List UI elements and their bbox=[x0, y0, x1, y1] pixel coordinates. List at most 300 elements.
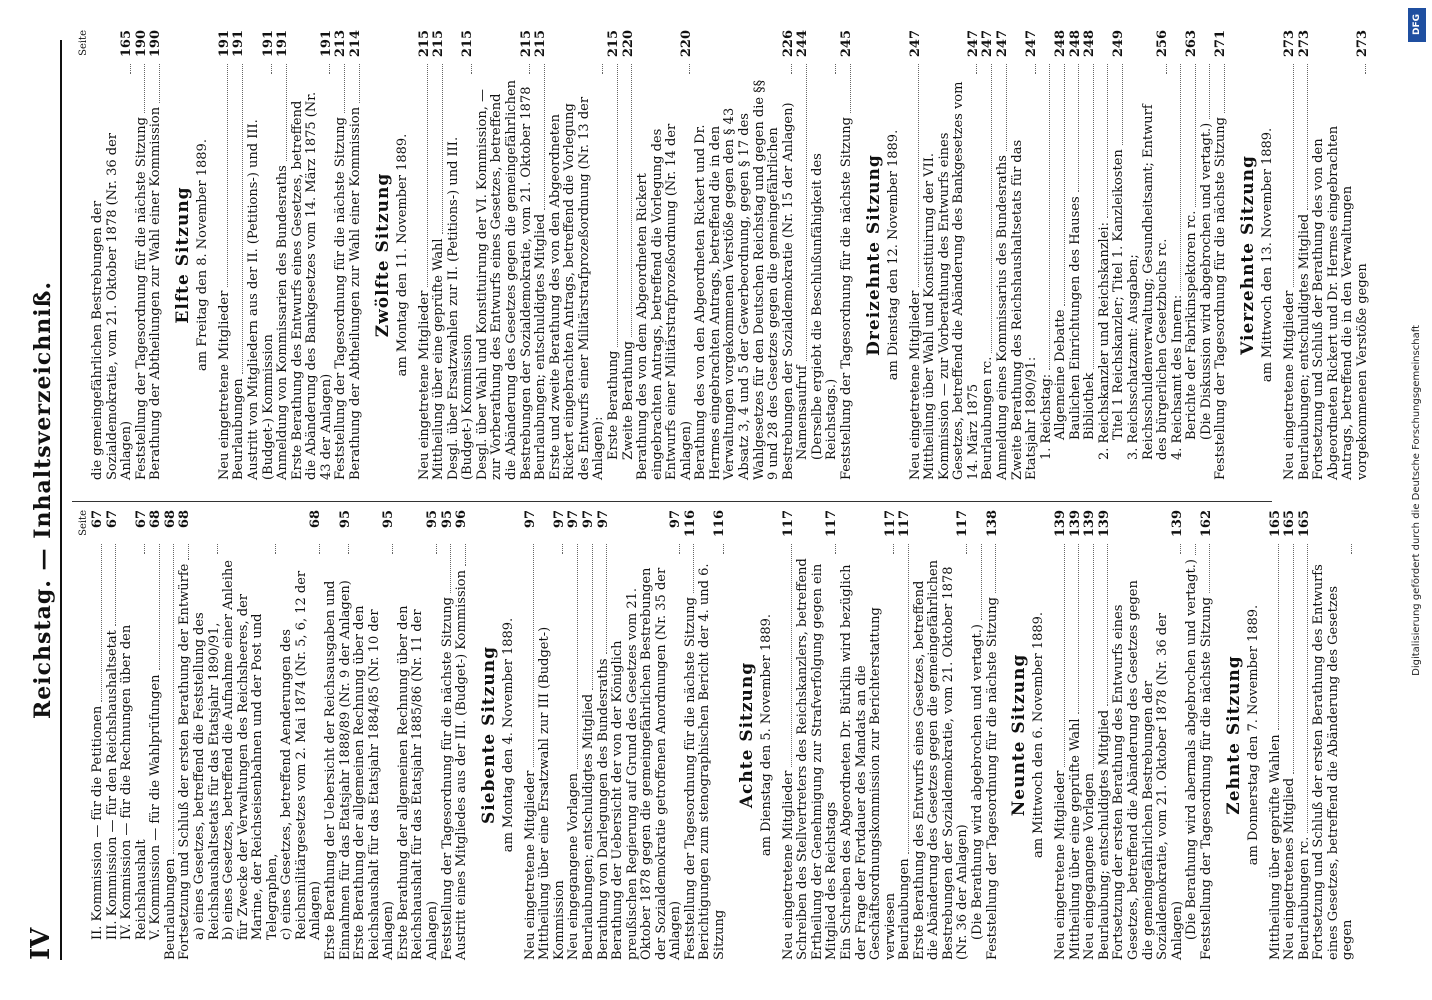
index-entry bbox=[441, 510, 456, 960]
entry-text: Berathung von Darlegungen des Bundesraths bbox=[595, 658, 611, 960]
entry-text: Beurlaubungen bbox=[231, 378, 247, 480]
index-entry bbox=[432, 30, 447, 480]
session-date: am Freitag den 8. November 1889. bbox=[194, 139, 210, 371]
page-ref: 190 bbox=[133, 30, 149, 58]
page-ref: 249 bbox=[1111, 30, 1127, 58]
leader-dots bbox=[1180, 544, 1181, 554]
index-entry bbox=[1112, 30, 1127, 480]
page-ref: 139 bbox=[1169, 510, 1185, 538]
index-entry bbox=[782, 510, 797, 960]
entry-text: Beurlaubungen rc. bbox=[1296, 836, 1312, 960]
entry-text: Beurlaubungen; entschuldigtes Mitglied bbox=[580, 693, 596, 960]
entry-text: Neu eingetretene Mitglieder bbox=[1282, 290, 1298, 480]
page-ref: 165 bbox=[119, 30, 135, 58]
leader-dots bbox=[693, 544, 694, 593]
entry-text: Fortsetzung der ersten Berathung des Entwurfs eines Gesetzes, betreffend die Abänderung des Gesetzes gegen die gemeingefährlichen Bestrebungen der Sozialdemokratie, vom 21. Oktober 1878 (Nr. 36 der Anlagen) bbox=[1111, 580, 1185, 960]
index-entry bbox=[447, 30, 476, 480]
page-ref: 68 bbox=[308, 510, 324, 529]
page-ref: 215 bbox=[416, 30, 432, 58]
index-entry bbox=[334, 30, 349, 480]
leader-dots bbox=[242, 64, 243, 374]
entry-text: 4. Reichsamt des Innern: bbox=[1169, 294, 1185, 460]
index-entry bbox=[796, 510, 840, 960]
page-ref: 67 bbox=[90, 510, 105, 529]
index-entry bbox=[694, 30, 796, 480]
page-ref: 273 bbox=[1282, 30, 1298, 58]
page-ref: 191 bbox=[275, 30, 291, 58]
page-ref: 139 bbox=[1067, 510, 1083, 538]
leader-dots bbox=[1064, 64, 1065, 306]
page-ref: 247 bbox=[980, 30, 996, 58]
index-entry bbox=[247, 30, 276, 480]
page-ref: 215 bbox=[605, 30, 621, 58]
index-entry bbox=[1214, 30, 1229, 480]
index-entry bbox=[232, 30, 247, 480]
leader-dots bbox=[1078, 544, 1079, 714]
page-ref: 95 bbox=[381, 510, 397, 529]
leader-dots bbox=[1307, 64, 1308, 210]
entry-text: Mittheilung über Wahl und Konstituirung der VII. Kommission — zur Vorberathung des Entwurfs eines Gesetzes, betreffend die Abänderung des Bankgesetzes vom 14. März 1875 bbox=[922, 81, 981, 480]
entry-text: Feststellung der Tagesordnung für die nächste Sitzung bbox=[838, 117, 854, 480]
index-entry bbox=[913, 510, 971, 960]
index-entry bbox=[106, 510, 121, 960]
index-entry bbox=[1283, 510, 1298, 960]
index-entry bbox=[1298, 30, 1313, 480]
entry-text: Berathung der Uebersicht der von der Königlich preußischen Regierung auf Grund des Gesetzes vom 21. Oktober 1878 gegen die gemeingefährlichen Bestrebungen der Sozialdemokratie getroffenen Anordnungen (Nr. 35 der Anlagen) bbox=[610, 567, 684, 960]
entry-text: Zweite Berathung des Reichshaushaltsetats für das Etatsjahr 1890/91: bbox=[1009, 139, 1040, 480]
digitization-banner bbox=[1406, 8, 1426, 992]
page-ref: 215 bbox=[533, 30, 549, 58]
leader-dots bbox=[918, 64, 919, 287]
entry-text: Neu eingetretene Mitglieder bbox=[216, 290, 232, 480]
entry-text: Neu eingegangene Vorlagen bbox=[1082, 772, 1098, 960]
leader-dots bbox=[991, 64, 992, 353]
entry-text: Feststellung der Tagesordnung für die nächste Sitzung bbox=[133, 117, 149, 480]
page-ref: 97 bbox=[551, 510, 567, 529]
leader-dots bbox=[1064, 544, 1065, 767]
index-entry bbox=[1298, 510, 1313, 960]
leader-dots bbox=[271, 64, 272, 74]
index-entry bbox=[149, 510, 164, 960]
index-entry bbox=[607, 30, 622, 480]
leader-dots bbox=[544, 64, 545, 210]
index-entry bbox=[1098, 30, 1113, 480]
index-entry bbox=[349, 30, 364, 480]
page-ref: 97 bbox=[668, 510, 684, 529]
index-entry bbox=[324, 510, 353, 960]
leader-dots bbox=[1278, 544, 1279, 730]
entry-text: Erste Berathung der allgemeinen Rechnung über den Reichshaushalt für das Etatsjahr 1884/85 (Nr. 10 der Anlagen) bbox=[352, 605, 397, 960]
page-ref: 273 bbox=[1354, 30, 1370, 58]
session-heading: Siebente Sitzung bbox=[478, 645, 499, 825]
page-ref: 273 bbox=[1296, 30, 1312, 58]
index-entry bbox=[91, 30, 135, 480]
entry-text: Feststellung der Tagesordnung für die nächste Sitzung bbox=[439, 597, 455, 960]
entry-text: Berathung der Abtheilungen zur Wahl einer Kommission bbox=[347, 106, 363, 480]
page-ref: 95 bbox=[337, 510, 353, 529]
entry-text: Feststellung der Tagesordnung für die nächste Sitzung bbox=[1213, 117, 1229, 480]
dfg-logo bbox=[1408, 8, 1426, 42]
entry-text: Feststellung der Tagesordnung für die nächste Sitzung bbox=[333, 117, 349, 480]
index-entry bbox=[923, 30, 981, 480]
index-entry bbox=[280, 510, 324, 960]
page-number: IV bbox=[26, 927, 56, 960]
page-ref: 139 bbox=[1096, 510, 1112, 538]
page-ref: 116 bbox=[682, 510, 698, 538]
entry-text: Erste Berathung der Uebersicht der Reichsausgaben und Einnahmen für das Etatsjahr 1888/89 (Nr. 9 der Anlagen) bbox=[323, 580, 353, 960]
leader-dots bbox=[533, 544, 534, 767]
entry-text: Beurlaubungen bbox=[897, 858, 913, 960]
page-ref: 68 bbox=[162, 510, 178, 529]
session-date: am Donnerstag den 7. November 1889. bbox=[1245, 604, 1261, 866]
entry-text: IV. Kommission — für die Rechnungen über den Reichshaushalt bbox=[119, 624, 149, 940]
index-entry bbox=[986, 510, 1001, 960]
page-ref: 96 bbox=[454, 510, 470, 529]
index-entry bbox=[1069, 510, 1084, 960]
page-ref: 248 bbox=[1053, 30, 1069, 58]
leader-dots bbox=[602, 64, 603, 74]
entry-text: Beurlaubungen; entschuldigtes Mitglied bbox=[533, 213, 549, 480]
entry-text: 3. Reichsschatzamt: Ausgaben; Reichsschuldenverwaltung; Gesundheitsamt; Entwurf des bürgerlichen Gesetzbuchs rc. bbox=[1126, 104, 1171, 460]
entry-text: Fortsetzung und Schluß der ersten Berathung des Entwurfs eines Gesetzes, betreffend die Abänderung des Gesetzes gegen bbox=[1311, 564, 1356, 960]
page-ref: 165 bbox=[1267, 510, 1283, 538]
page-ref: 68 bbox=[148, 510, 164, 529]
entry-text: Zweite Berathung bbox=[620, 341, 636, 460]
entry-text: Titel 1 Reichskanzler; Titel 1. Kanzleikosten bbox=[1111, 149, 1127, 440]
leader-dots bbox=[606, 544, 607, 654]
entry-text: die gemeingefährlichen Bestrebungen der Sozialdemokratie, vom 21. Oktober 1878 (Nr. 36 der Anlagen) bbox=[90, 132, 135, 480]
session-heading: Vierzehnte Sitzung bbox=[1238, 155, 1259, 355]
entry-text: (Die Berathung wird abermals abgebrochen und vertagt.) bbox=[1184, 559, 1200, 940]
entry-text: Erste Berathung bbox=[605, 350, 621, 460]
leader-dots bbox=[976, 64, 977, 74]
page-ref: 263 bbox=[1184, 30, 1200, 58]
entry-text: b) eines Gesetzes, betreffend die Aufnahme einer Anleihe für Zwecke der Verwaltungen des Reichsheeres, der Marine, der Reichseisenbahnen und der Post und Telegraphen, bbox=[221, 560, 280, 940]
index-entry bbox=[1040, 30, 1055, 480]
leader-dots bbox=[1351, 544, 1352, 554]
page-ref: 247 bbox=[907, 30, 923, 58]
page-ref: 214 bbox=[347, 30, 363, 58]
entry-text: Anmeldung eines Kommissarius des Bundesraths bbox=[994, 155, 1010, 480]
session-heading: Zehnte Sitzung bbox=[1223, 655, 1244, 815]
leader-dots bbox=[592, 544, 593, 690]
leader-dots bbox=[1209, 64, 1210, 119]
page-ref: 116 bbox=[712, 510, 728, 538]
page-ref: 271 bbox=[1213, 30, 1229, 58]
leader-dots bbox=[1107, 544, 1108, 706]
entry-text: Berathung der Abtheilungen zur Wahl einer Kommission bbox=[148, 106, 164, 480]
index-entry bbox=[193, 510, 222, 960]
entry-text: Feststellung der Tagesordnung für die nächste Sitzung bbox=[984, 597, 1000, 960]
leader-dots bbox=[188, 544, 189, 560]
seite-label: Seite bbox=[78, 510, 89, 536]
page-ref: 191 bbox=[231, 30, 247, 58]
page-ref: 117 bbox=[897, 510, 913, 538]
session-heading: Neunte Sitzung bbox=[1009, 653, 1030, 817]
leader-dots bbox=[1049, 64, 1050, 370]
entry-text: II. Kommission — für die Petitionen bbox=[90, 705, 105, 940]
page-ref: 95 bbox=[439, 510, 455, 529]
leader-dots bbox=[1166, 64, 1167, 74]
page-ref: 244 bbox=[795, 30, 811, 58]
entry-text: Neu eingetretene Mitglieder bbox=[416, 290, 432, 480]
page-ref: 191 bbox=[216, 30, 232, 58]
leader-dots bbox=[562, 544, 563, 554]
leader-dots bbox=[144, 544, 145, 554]
banner-text: Digitalisierung gefördert durch die Deutsche Forschungsgemeinschaft bbox=[1410, 324, 1422, 676]
index-entry bbox=[222, 510, 280, 960]
leader-dots bbox=[450, 544, 451, 593]
page-ref: 248 bbox=[1067, 30, 1083, 58]
entry-text: Austritt von Mitgliedern aus der II. (Petitions-) und III. (Budget-) Kommission bbox=[246, 119, 276, 480]
leader-dots bbox=[835, 544, 836, 554]
page-ref: 245 bbox=[838, 30, 854, 58]
index-entry bbox=[1069, 30, 1084, 480]
leader-dots bbox=[348, 544, 349, 554]
page-ref: 226 bbox=[780, 30, 796, 58]
index-entry bbox=[698, 510, 727, 960]
leader-dots bbox=[217, 544, 218, 554]
session-heading: Achte Sitzung bbox=[736, 661, 757, 809]
leader-dots bbox=[689, 64, 690, 74]
leader-dots bbox=[1078, 64, 1079, 192]
entry-text: Beurlaubung; entschuldigtes Mitglied bbox=[1096, 709, 1112, 960]
index-entry bbox=[455, 510, 470, 960]
entry-text: (Die Diskussion wird abgebrochen und vertagt.) bbox=[1198, 122, 1214, 440]
index-entry bbox=[1127, 30, 1171, 480]
page-ref: 247 bbox=[1024, 30, 1040, 58]
leader-dots bbox=[1307, 544, 1308, 833]
index-entry bbox=[811, 30, 840, 480]
index-entry bbox=[1083, 30, 1098, 480]
leader-dots bbox=[442, 64, 443, 234]
dfg-logo-text: DFG bbox=[1412, 14, 1422, 36]
leader-dots bbox=[577, 544, 578, 769]
entry-text: Neu eingetretene Mitglieder bbox=[907, 290, 923, 480]
page-ref: 97 bbox=[580, 510, 596, 529]
entry-text: V. Kommission — für die Wahlprüfungen bbox=[148, 674, 164, 940]
running-title: Reichstag. — Inhaltsverzeichniß. bbox=[30, 281, 56, 719]
page-ref: 247 bbox=[965, 30, 981, 58]
entry-text: Mittheilung über eine geprüfte Wahl bbox=[431, 238, 447, 480]
entry-text: III. Kommission — für den Reichshaushaltsetat bbox=[104, 630, 120, 940]
index-entry bbox=[291, 30, 335, 480]
entry-text: Neu eingegangene Vorlagen bbox=[566, 772, 582, 960]
index-entry bbox=[1269, 510, 1284, 960]
entry-text: Mittheilung über eine geprüfte Wahl bbox=[1067, 718, 1083, 960]
entry-text: Feststellung der Tagesordnung für die nächste Sitzung bbox=[1198, 597, 1214, 960]
entry-text: Beurlaubungen; entschuldigtes Mitglied bbox=[1296, 213, 1312, 480]
page-ref: 117 bbox=[824, 510, 840, 538]
index-column-right bbox=[78, 30, 1370, 480]
page-ref: 138 bbox=[984, 510, 1000, 538]
index-entry bbox=[981, 30, 996, 480]
index-entry bbox=[549, 30, 607, 480]
leader-dots bbox=[1365, 64, 1366, 74]
entry-text: Namensaufruf bbox=[795, 365, 811, 460]
index-column-left bbox=[78, 510, 1356, 960]
leader-dots bbox=[908, 544, 909, 854]
index-entry bbox=[611, 510, 684, 960]
index-entry bbox=[1185, 510, 1200, 960]
entry-text: Mittheilung über eine Ersatzwahl zur III (Budget-) Kommission bbox=[537, 626, 567, 960]
index-entry bbox=[684, 510, 699, 960]
page-ref: 220 bbox=[678, 30, 694, 58]
page-ref: 213 bbox=[333, 30, 349, 58]
entry-text: c) eines Gesetzes, betreffend Aenderungen des Reichsmilitärgesetzes vom 2. Mai 1874 (Nr. 5, 6, 12 der Anlagen) bbox=[279, 570, 324, 940]
leader-dots bbox=[130, 64, 131, 74]
session-date: am Mittwoch den 6. November 1889. bbox=[1031, 611, 1047, 859]
session-heading: Zwölfte Sitzung bbox=[372, 172, 393, 338]
seite-label: Seite bbox=[78, 30, 89, 56]
session-date: am Montag den 4. November 1889. bbox=[500, 617, 516, 853]
page-ref: 220 bbox=[620, 30, 636, 58]
page-ref: 248 bbox=[1082, 30, 1098, 58]
leader-dots bbox=[1293, 544, 1294, 774]
index-entry bbox=[1098, 510, 1113, 960]
entry-text: Erste Berathung des Entwurfs eines Gesetzes, betreffend die Abänderung des Gesetzes gegen die gemeingefährlichen Bestrebungen der Sozialdemokratie, vom 21. Oktober 1878 (Nr. 36 der Anlagen) bbox=[911, 559, 971, 960]
leader-dots bbox=[427, 64, 428, 287]
entry-text: Berichte der Fabrikinspektoren rc. bbox=[1184, 210, 1200, 440]
leader-dots bbox=[966, 544, 967, 554]
leader-dots bbox=[981, 544, 982, 620]
page-ref: 97 bbox=[522, 510, 538, 529]
leader-dots bbox=[791, 544, 792, 767]
column-rule bbox=[72, 501, 1272, 502]
index-entry bbox=[164, 510, 179, 960]
page-ref: 68 bbox=[177, 510, 193, 529]
session-date: am Dienstag den 5. November 1889. bbox=[758, 613, 774, 857]
index-entry bbox=[534, 30, 549, 480]
index-entry bbox=[971, 510, 986, 960]
leader-dots bbox=[101, 544, 102, 702]
leader-dots bbox=[159, 544, 160, 670]
entry-text: Berichtigungen zum stenographischen Bericht der 4. und 6. Sitzung bbox=[697, 563, 728, 960]
leader-dots bbox=[286, 64, 287, 161]
entry-text: Erste und zweite Berathung des von den Abgeordneten Rickert eingebrachten Antrags, betreffend die Vorlegung des Entwurfs einer Militärstrafprozeßordnung (Nr. 13 der Anlagen): bbox=[547, 96, 607, 480]
leader-dots bbox=[806, 64, 807, 361]
leader-dots bbox=[436, 544, 437, 554]
leader-dots bbox=[529, 64, 530, 74]
page-ref: 97 bbox=[566, 510, 582, 529]
index-entry bbox=[840, 30, 855, 480]
leader-dots bbox=[835, 64, 836, 74]
entry-text: Anmeldung von Kommissarien des Bundesraths bbox=[275, 165, 291, 480]
entry-text: (Derselbe ergiebt die Beschlußunfähigkeit des Reichstags.) bbox=[809, 153, 840, 460]
entry-text: Erste Berathung des Entwurfs eines Gesetzes, betreffend die Abänderung des Bankgesetzes vom 14. März 1875 (Nr. 43 der Anlagen) bbox=[289, 91, 334, 480]
page-ref: 67 bbox=[133, 510, 149, 529]
leader-dots bbox=[227, 64, 228, 287]
index-entry bbox=[636, 30, 694, 480]
entry-text: Beurlaubungen bbox=[162, 858, 178, 960]
entry-text: Desgl. über Wahl und Konstituirung der VI. Kommission, — zur Vorberathung des Entwurfs eines Gesetzes, betreffend die Abänderung des Gesetzes gegen die gemeingefährlichen Bestrebungen der Sozialdemokratie, vom 21. Oktober 1878 bbox=[474, 79, 534, 480]
entry-text: Beurlaubungen rc. bbox=[980, 356, 996, 480]
leader-dots bbox=[679, 544, 680, 554]
entry-text: 2. Reichskanzler und Reichskanzlei: bbox=[1096, 222, 1112, 460]
entry-text: Neu eingetretene Mitglieder bbox=[522, 770, 538, 960]
leader-dots bbox=[159, 64, 160, 103]
leader-dots bbox=[995, 544, 996, 593]
page-ref: 117 bbox=[780, 510, 796, 538]
index-entry bbox=[276, 30, 291, 480]
entry-text: Feststellung der Tagesordnung für die nächste Sitzung bbox=[682, 597, 698, 960]
leader-dots bbox=[1093, 544, 1094, 769]
page-ref: 95 bbox=[424, 510, 440, 529]
leader-dots bbox=[275, 544, 276, 554]
leader-dots bbox=[1035, 64, 1036, 74]
index-entry bbox=[796, 30, 811, 480]
entry-text: Desgl. über Ersatzwahlen zur II. (Petitions-) und III. (Budget-) Kommission bbox=[445, 136, 476, 480]
session-date: am Montag den 11. November 1889. bbox=[394, 133, 410, 377]
leader-dots bbox=[115, 544, 116, 626]
entry-text: Neu eingetretenes Mitglied bbox=[1282, 777, 1298, 960]
index-entry bbox=[582, 510, 597, 960]
leader-dots bbox=[1180, 64, 1181, 291]
leader-dots bbox=[850, 64, 851, 113]
session-heading: Elfte Sitzung bbox=[172, 186, 193, 324]
index-entry bbox=[1112, 510, 1185, 960]
index-entry bbox=[1185, 30, 1200, 480]
index-entry bbox=[597, 510, 612, 960]
page-ref: 215 bbox=[460, 30, 476, 58]
page-ref: 190 bbox=[148, 30, 164, 58]
index-entry bbox=[1083, 510, 1098, 960]
page-ref: 256 bbox=[1155, 30, 1171, 58]
entry-text: Austritt eines Mitgliedes aus der III. (Budget-) Kommission bbox=[454, 570, 470, 960]
index-entry bbox=[996, 30, 1011, 480]
leader-dots bbox=[723, 544, 724, 554]
leader-dots bbox=[1122, 64, 1123, 145]
session-date: am Mittwoch den 13. November 1889. bbox=[1260, 127, 1276, 383]
entry-text: a) eines Gesetzes, betreffend die Feststellung des Reichshaushaltsetats für das Etatsjahr 1890/91, bbox=[191, 612, 222, 940]
leader-dots bbox=[144, 64, 145, 113]
leader-dots bbox=[173, 544, 174, 854]
leader-dots bbox=[631, 64, 632, 337]
leader-dots bbox=[1093, 64, 1094, 369]
index-entry bbox=[1054, 510, 1069, 960]
running-head bbox=[26, 40, 62, 960]
index-entry bbox=[1312, 30, 1370, 480]
index-entry bbox=[1011, 30, 1040, 480]
index-entry bbox=[898, 510, 913, 960]
entry-text: Erste Berathung der allgemeinen Rechnung über den Reichshaushalt für das Etatsjahr 1885/86 (Nr. 11 der Anlagen) bbox=[395, 605, 440, 960]
entry-text: Bibliothek bbox=[1082, 372, 1098, 440]
index-entry bbox=[1283, 30, 1298, 480]
index-entry bbox=[622, 30, 637, 480]
leader-dots bbox=[1209, 544, 1210, 593]
leader-dots bbox=[392, 544, 393, 554]
leader-dots bbox=[1107, 64, 1108, 218]
index-entry bbox=[567, 510, 582, 960]
entry-text: Berathung des von dem Abgeordneten Rickert eingebrachten Antrags, betreffend die Vorlegung des Entwurfs einer Militärstrafprozeßordnung (Nr. 14 der Anlagen) bbox=[635, 123, 694, 480]
entry-text: (Die Berathung wird abgebrochen und vertagt.) bbox=[970, 624, 985, 940]
leader-dots bbox=[344, 64, 345, 113]
leader-dots bbox=[465, 544, 466, 566]
index-entry bbox=[91, 510, 106, 960]
entry-text: Berathung des von den Abgeordneten Rickert und Dr. Hermes eingebrachten Antrags, betreffend die in den Verwaltungen vorgekommenen Verstöße gegen den § 43 Absatz 3, 4 und 5 der Gewerbeordnung, gegen § 17 des Wahlgesetzes für den Deutschen Reichstag und gegen die §§ 9 und 28 des Gesetzes gegen die gemeingefährlichen Bestrebungen der Sozialdemokratie (Nr. 15 der Anlagen) bbox=[693, 79, 796, 480]
leader-dots bbox=[1224, 64, 1225, 113]
index-entry bbox=[397, 510, 441, 960]
index-entry bbox=[840, 510, 898, 960]
index-entry bbox=[120, 510, 149, 960]
page-ref: 165 bbox=[1282, 510, 1298, 538]
page-ref: 215 bbox=[431, 30, 447, 58]
index-entry bbox=[418, 30, 433, 480]
entry-text: Neu eingetretene Mitglieder bbox=[1053, 770, 1069, 960]
index-entry bbox=[1312, 510, 1356, 960]
page-ref: 117 bbox=[882, 510, 898, 538]
session-heading: Dreizehnte Sitzung bbox=[863, 154, 884, 356]
